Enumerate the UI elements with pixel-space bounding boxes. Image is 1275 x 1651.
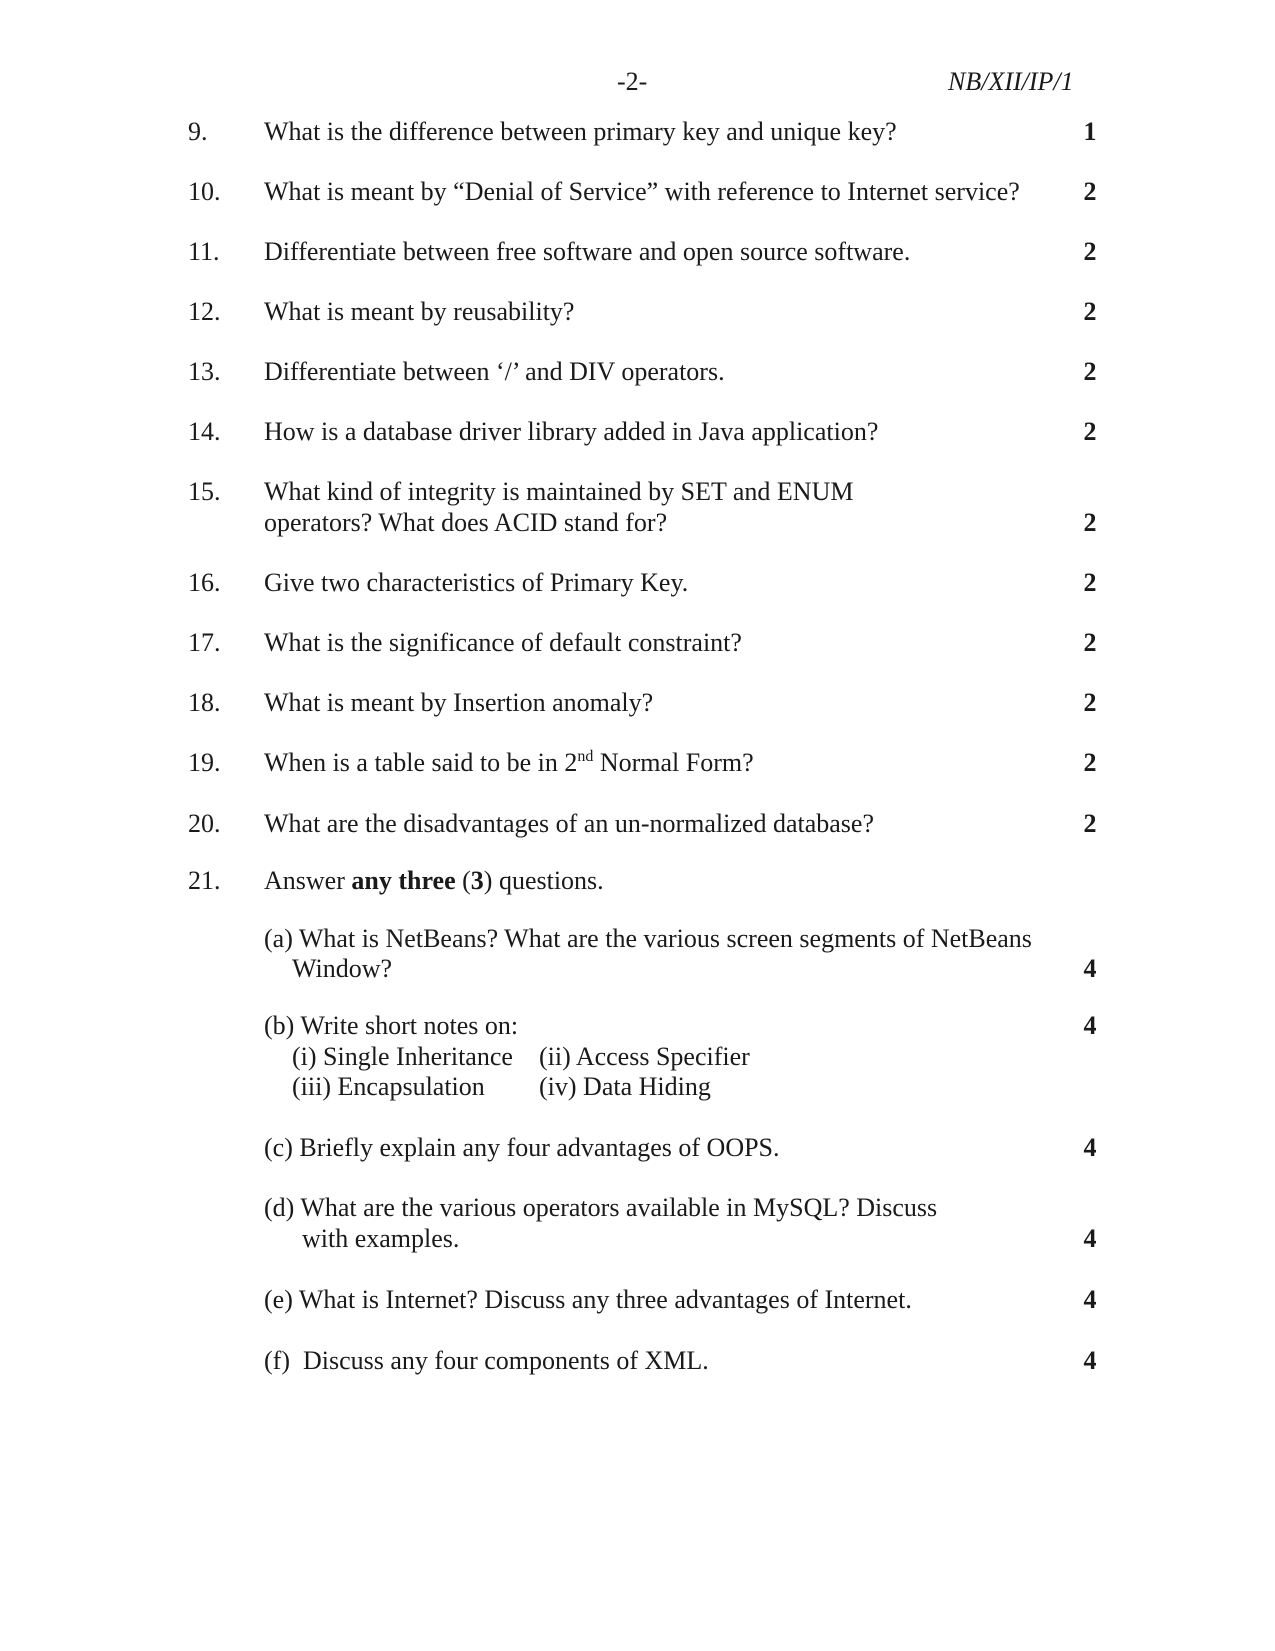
question-text: What is meant by “Denial of Service” with reference to Internet service? — [264, 177, 1020, 206]
question-text: What is the difference between primary key and unique key? — [264, 117, 897, 146]
note-item-iii: (iii) Encapsulation — [292, 1072, 485, 1101]
sub-question-text: (e) What is Internet? Discuss any three advantages of Internet. — [264, 1285, 912, 1314]
question-marks: 2 — [1083, 568, 1097, 597]
question-text-line1: What kind of integrity is maintained by SET and ENUM — [264, 477, 854, 506]
question-marks: 2 — [1083, 357, 1097, 386]
question-number: 17. — [188, 628, 221, 657]
question-text: What are the disadvantages of an un-normalized database? — [264, 809, 874, 838]
question-text: Give two characteristics of Primary Key. — [264, 568, 689, 597]
question-marks: 2 — [1083, 508, 1097, 537]
question-marks: 2 — [1083, 628, 1097, 657]
question-text: When is a table said to be in 2nd Normal Form? — [264, 748, 754, 777]
question-number: 18. — [188, 688, 221, 717]
question-text: Differentiate between free software and open source software. — [264, 237, 911, 266]
question-number: 11. — [188, 237, 220, 266]
question-text: What is the significance of default constraint? — [264, 628, 742, 657]
sub-question-text: (c) Briefly explain any four advantages of OOPS. — [264, 1133, 780, 1162]
paper-code: NB/XII/IP/1 — [948, 67, 1074, 96]
question-marks: 2 — [1083, 237, 1097, 266]
question-number: 14. — [188, 417, 221, 446]
question-marks: 1 — [1083, 117, 1097, 146]
sub-question-text-line1: (d) What are the various operators available in MySQL? Discuss — [264, 1193, 938, 1222]
question-text: What is meant by Insertion anomaly? — [264, 688, 654, 717]
question-number: 13. — [188, 357, 221, 386]
sub-question-text-line1: (a) What is NetBeans? What are the various screen segments of NetBeans — [264, 924, 1032, 953]
question-text: How is a database driver library added in Java application? — [264, 417, 879, 446]
sub-question-marks: 4 — [1083, 954, 1097, 983]
note-item-i: (i) Single Inheritance — [292, 1042, 513, 1071]
question-number: 12. — [188, 297, 221, 326]
question-marks: 2 — [1083, 417, 1097, 446]
sub-question-text-line2: Window? — [292, 954, 393, 983]
question-number: 19. — [188, 748, 221, 777]
question-text-line2: operators? What does ACID stand for? — [264, 508, 668, 537]
note-item-ii: (ii) Access Specifier — [539, 1042, 750, 1071]
sub-question-text-line2: with examples. — [302, 1224, 460, 1253]
note-item-iv: (iv) Data Hiding — [539, 1072, 711, 1101]
sub-question-marks: 4 — [1083, 1285, 1097, 1314]
question-text: Differentiate between ‘/’ and DIV operators. — [264, 357, 725, 386]
sub-question-marks: 4 — [1083, 1133, 1097, 1162]
sub-question-marks: 4 — [1083, 1011, 1097, 1040]
question-marks: 2 — [1083, 748, 1097, 777]
question-marks: 2 — [1083, 177, 1097, 206]
question-number: 15. — [188, 477, 221, 506]
sub-question-marks: 4 — [1083, 1346, 1097, 1375]
question-number: 10. — [188, 177, 221, 206]
question-number: 20. — [188, 809, 221, 838]
sub-question-marks: 4 — [1083, 1224, 1097, 1253]
question-number: 16. — [188, 568, 221, 597]
sub-question-text: (f) Discuss any four components of XML. — [264, 1346, 709, 1375]
question-marks: 2 — [1083, 809, 1097, 838]
question-number: 9. — [188, 117, 208, 146]
question-text: What is meant by reusability? — [264, 297, 575, 326]
question-text: Answer any three (3) questions. — [264, 866, 604, 895]
sub-question-text-line1: (b) Write short notes on: — [264, 1011, 519, 1040]
question-marks: 2 — [1083, 297, 1097, 326]
question-number: 21. — [188, 866, 221, 895]
question-marks: 2 — [1083, 688, 1097, 717]
page-number: -2- — [617, 67, 648, 96]
